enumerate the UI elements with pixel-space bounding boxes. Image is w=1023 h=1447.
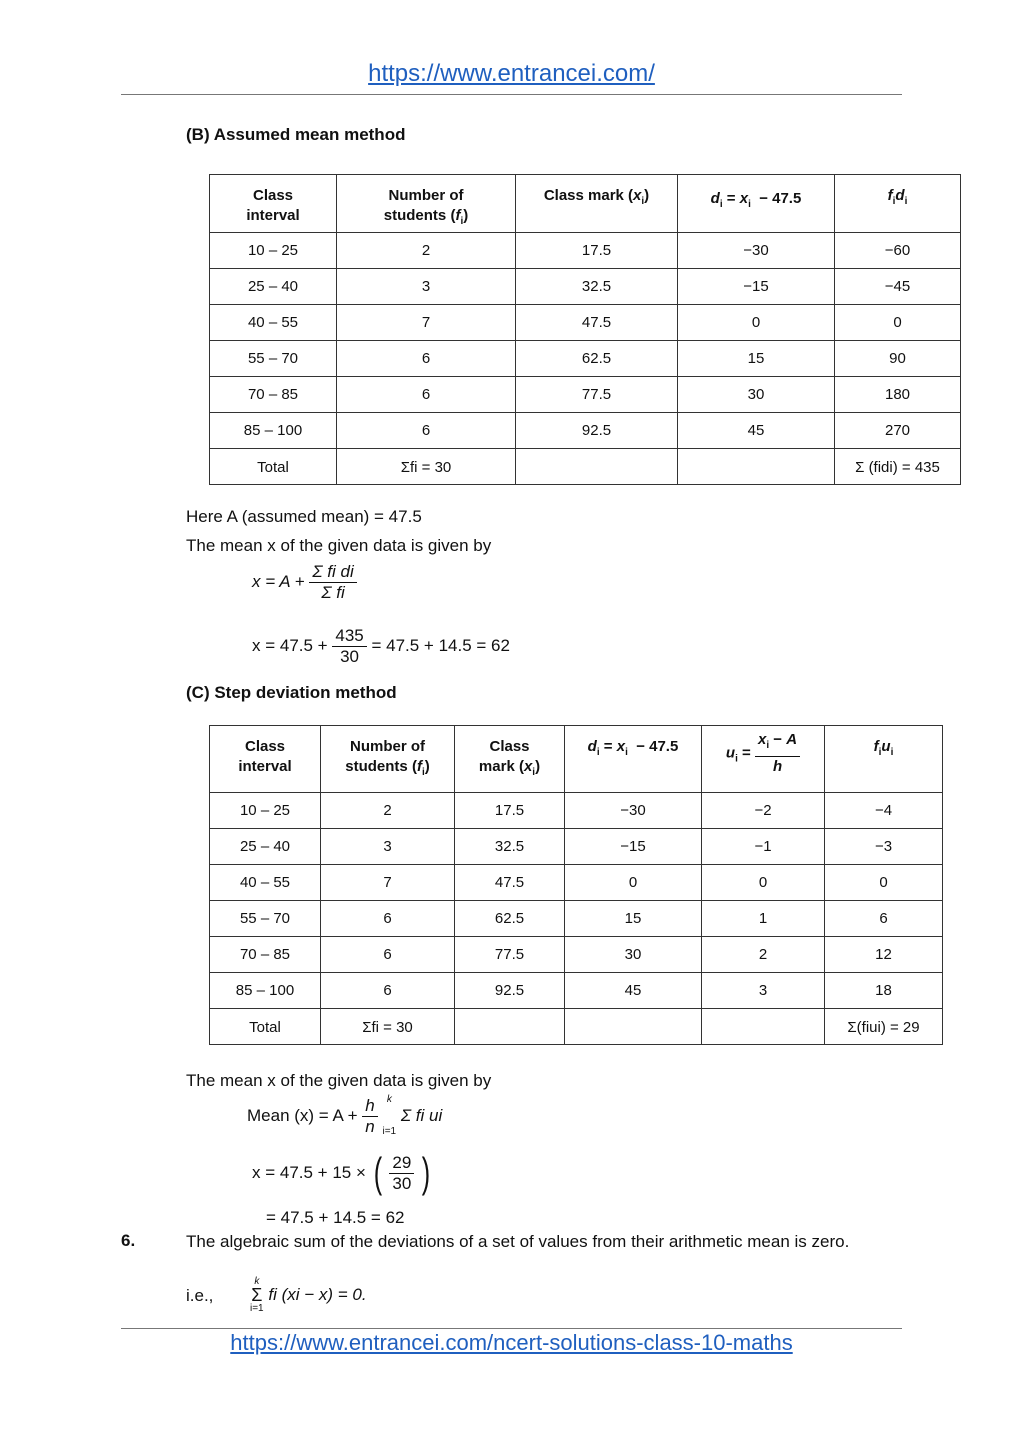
table-cell: 40 – 55 (210, 305, 337, 341)
step-deviation-result: = 47.5 + 14.5 = 62 (266, 1208, 405, 1227)
table-cell: 17.5 (455, 793, 565, 829)
table-cell: 3 (702, 973, 825, 1009)
table-row (210, 865, 943, 901)
table-cell: 6 (337, 377, 516, 413)
summation-term: Σ fi ui (400, 1106, 443, 1125)
table-cell: 6 (337, 413, 516, 449)
table-cell: 7 (337, 305, 516, 341)
table-cell: 2 (321, 793, 455, 829)
sum-f: Σfi = 30 (337, 449, 516, 485)
h-over-n (362, 1096, 377, 1137)
table-cell: 55 – 70 (210, 341, 337, 377)
right-paren: ) (421, 1149, 431, 1196)
table-cell: 6 (337, 341, 516, 377)
table-cell: 0 (835, 305, 961, 341)
table-cell: 1 (702, 901, 825, 937)
col-class-interval: Class interval (210, 726, 321, 793)
calc-fraction (389, 1153, 414, 1194)
header-divider (121, 94, 902, 95)
table-cell: −2 (702, 793, 825, 829)
table-cell: 90 (835, 341, 961, 377)
sum-f: Σfi = 30 (321, 1009, 455, 1045)
table-row (210, 829, 943, 865)
table-cell: 10 – 25 (210, 233, 337, 269)
empty-cell (516, 449, 678, 485)
table-cell: 32.5 (516, 269, 678, 305)
calc-fraction (332, 626, 366, 667)
table-cell: 62.5 (516, 341, 678, 377)
table-cell: 3 (321, 829, 455, 865)
total-label: Total (210, 1009, 321, 1045)
table-cell: 77.5 (455, 937, 565, 973)
footer-divider (121, 1328, 902, 1329)
table-cell: 30 (678, 377, 835, 413)
empty-cell (565, 1009, 702, 1045)
table-cell: −30 (678, 233, 835, 269)
table-row (210, 305, 961, 341)
table-cell: −3 (825, 829, 943, 865)
table-cell: 15 (565, 901, 702, 937)
left-paren: ( (373, 1149, 382, 1196)
assumed-mean-table (209, 174, 961, 485)
table-cell: 47.5 (455, 865, 565, 901)
table-row (210, 377, 961, 413)
table-cell: 70 – 85 (210, 377, 337, 413)
calc-denominator: 30 (332, 646, 366, 667)
item-number: 6. (121, 1231, 136, 1250)
table-row (210, 901, 943, 937)
table-cell: 45 (678, 413, 835, 449)
mean-label: Mean (x) = A + (247, 1106, 358, 1125)
sum-fu: Σ(fiui) = 29 (825, 1009, 943, 1045)
table-cell: 270 (835, 413, 961, 449)
table-cell: 7 (321, 865, 455, 901)
table-cell: 25 – 40 (210, 269, 337, 305)
header-link[interactable]: https://www.entrancei.com/ (368, 60, 655, 87)
table-cell: 0 (565, 865, 702, 901)
col-deviation: $d_i = x_i - 47.5$ (565, 726, 702, 793)
table-row (210, 793, 943, 829)
col-step-deviation: $u_i$ = $\frac{x_i - A}{h}$ (702, 726, 825, 793)
empty-cell (678, 449, 835, 485)
table-cell: −1 (702, 829, 825, 865)
formula-denominator: Σ fi (309, 582, 356, 603)
table-cell: 15 (678, 341, 835, 377)
table-cell: 70 – 85 (210, 937, 321, 973)
table-cell: −4 (825, 793, 943, 829)
sum-upper: k (254, 1276, 260, 1287)
table-cell: 85 – 100 (210, 413, 337, 449)
table-cell: 0 (678, 305, 835, 341)
table-cell: 40 – 55 (210, 865, 321, 901)
empty-cell (702, 1009, 825, 1045)
table-cell: 32.5 (455, 829, 565, 865)
ie-label: i.e., (186, 1286, 214, 1305)
table-cell: −15 (565, 829, 702, 865)
step-deviation-formula (247, 1094, 442, 1138)
table-cell: 55 – 70 (210, 901, 321, 937)
table-cell: −30 (565, 793, 702, 829)
section-c-title: (C) Step deviation method (186, 683, 397, 702)
table-row (210, 269, 961, 305)
col-class-mark: Class mark $(x_i)$ (455, 726, 565, 793)
table-cell: 18 (825, 973, 943, 1009)
summation-limits (250, 1276, 264, 1314)
assumed-mean-calculation (252, 626, 510, 667)
table-cell: 2 (337, 233, 516, 269)
assumed-mean-formula (252, 562, 357, 603)
col-number-students: Number of students $(f_i)$ (321, 726, 455, 793)
calc-denominator: 30 (389, 1173, 414, 1194)
table-cell: 92.5 (516, 413, 678, 449)
table-cell: 6 (321, 901, 455, 937)
calc-numerator: 435 (335, 626, 364, 645)
table-cell: 92.5 (455, 973, 565, 1009)
total-label: Total (210, 449, 337, 485)
calc-lhs: x = 47.5 + (252, 635, 328, 655)
footer-link[interactable]: https://www.entrancei.com/ncert-solutions-class-10-maths (230, 1330, 793, 1355)
sum-lower: i=1 (250, 1303, 264, 1314)
n-denominator: n (362, 1116, 377, 1137)
table-cell: 12 (825, 937, 943, 973)
table-cell: 6 (321, 973, 455, 1009)
mean-intro-line: The mean x of the given data is given by (186, 1071, 492, 1090)
table-cell: −60 (835, 233, 961, 269)
item-statement: The algebraic sum of the deviations of a set of values from their arithmetic mean is zero. (186, 1232, 850, 1251)
table-cell: 25 – 40 (210, 829, 321, 865)
table-cell: 47.5 (516, 305, 678, 341)
table-cell: 85 – 100 (210, 973, 321, 1009)
col-number-students: Number of students $(f_i)$ (337, 175, 516, 233)
col-class-mark: Class mark $(x_i)$ (516, 175, 678, 233)
table-cell: 0 (702, 865, 825, 901)
table-cell: 17.5 (516, 233, 678, 269)
step-deviation-table (209, 725, 943, 1045)
col-class-interval: Class interval (210, 175, 337, 233)
section-b-title: (B) Assumed mean method (186, 125, 406, 144)
table-cell: −15 (678, 269, 835, 305)
sum-lower: i=1 (382, 1126, 397, 1137)
assumed-mean-line: Here A (assumed mean) = 47.5 (186, 507, 422, 526)
sum-fd: Σ (fidi) = 435 (835, 449, 961, 485)
table-cell: 6 (825, 901, 943, 937)
table-cell: 2 (702, 937, 825, 973)
step-deviation-calculation (252, 1149, 433, 1196)
table-cell: 77.5 (516, 377, 678, 413)
formula-numerator: Σ fi di (312, 562, 354, 581)
sigma-symbol: Σ (251, 1285, 263, 1305)
deviation-sum-expression: fi (xi − x) = 0. (268, 1285, 367, 1304)
table-cell: 30 (565, 937, 702, 973)
calc-numerator: 29 (392, 1152, 412, 1172)
table-row (210, 937, 943, 973)
table-row (210, 233, 961, 269)
empty-cell (455, 1009, 565, 1045)
table-cell: 45 (565, 973, 702, 1009)
h-numerator: h (365, 1095, 375, 1115)
calc-lhs: x = 47.5 + 15 × (252, 1163, 366, 1182)
calc-rhs: = 47.5 + 14.5 = 62 (371, 635, 510, 655)
deviation-sum-formula (250, 1276, 367, 1314)
formula-lhs: x = A + (252, 571, 305, 591)
table-row (210, 341, 961, 377)
sum-upper: k (386, 1094, 392, 1105)
table-cell: 10 – 25 (210, 793, 321, 829)
table-cell: 0 (825, 865, 943, 901)
table-cell: 62.5 (455, 901, 565, 937)
col-fidi: $f_id_i$ (835, 175, 961, 233)
table-cell: −45 (835, 269, 961, 305)
col-fiui: $f_iu_i$ (825, 726, 943, 793)
table-cell: 3 (337, 269, 516, 305)
mean-intro-line: The mean x of the given data is given by (186, 536, 492, 555)
col-deviation: $d_i = x_i - 47.5$ (678, 175, 835, 233)
summation-limits (383, 1094, 397, 1138)
formula-fraction (309, 562, 356, 603)
table-row (210, 413, 961, 449)
table-row (210, 973, 943, 1009)
table-cell: 180 (835, 377, 961, 413)
table-cell: 6 (321, 937, 455, 973)
